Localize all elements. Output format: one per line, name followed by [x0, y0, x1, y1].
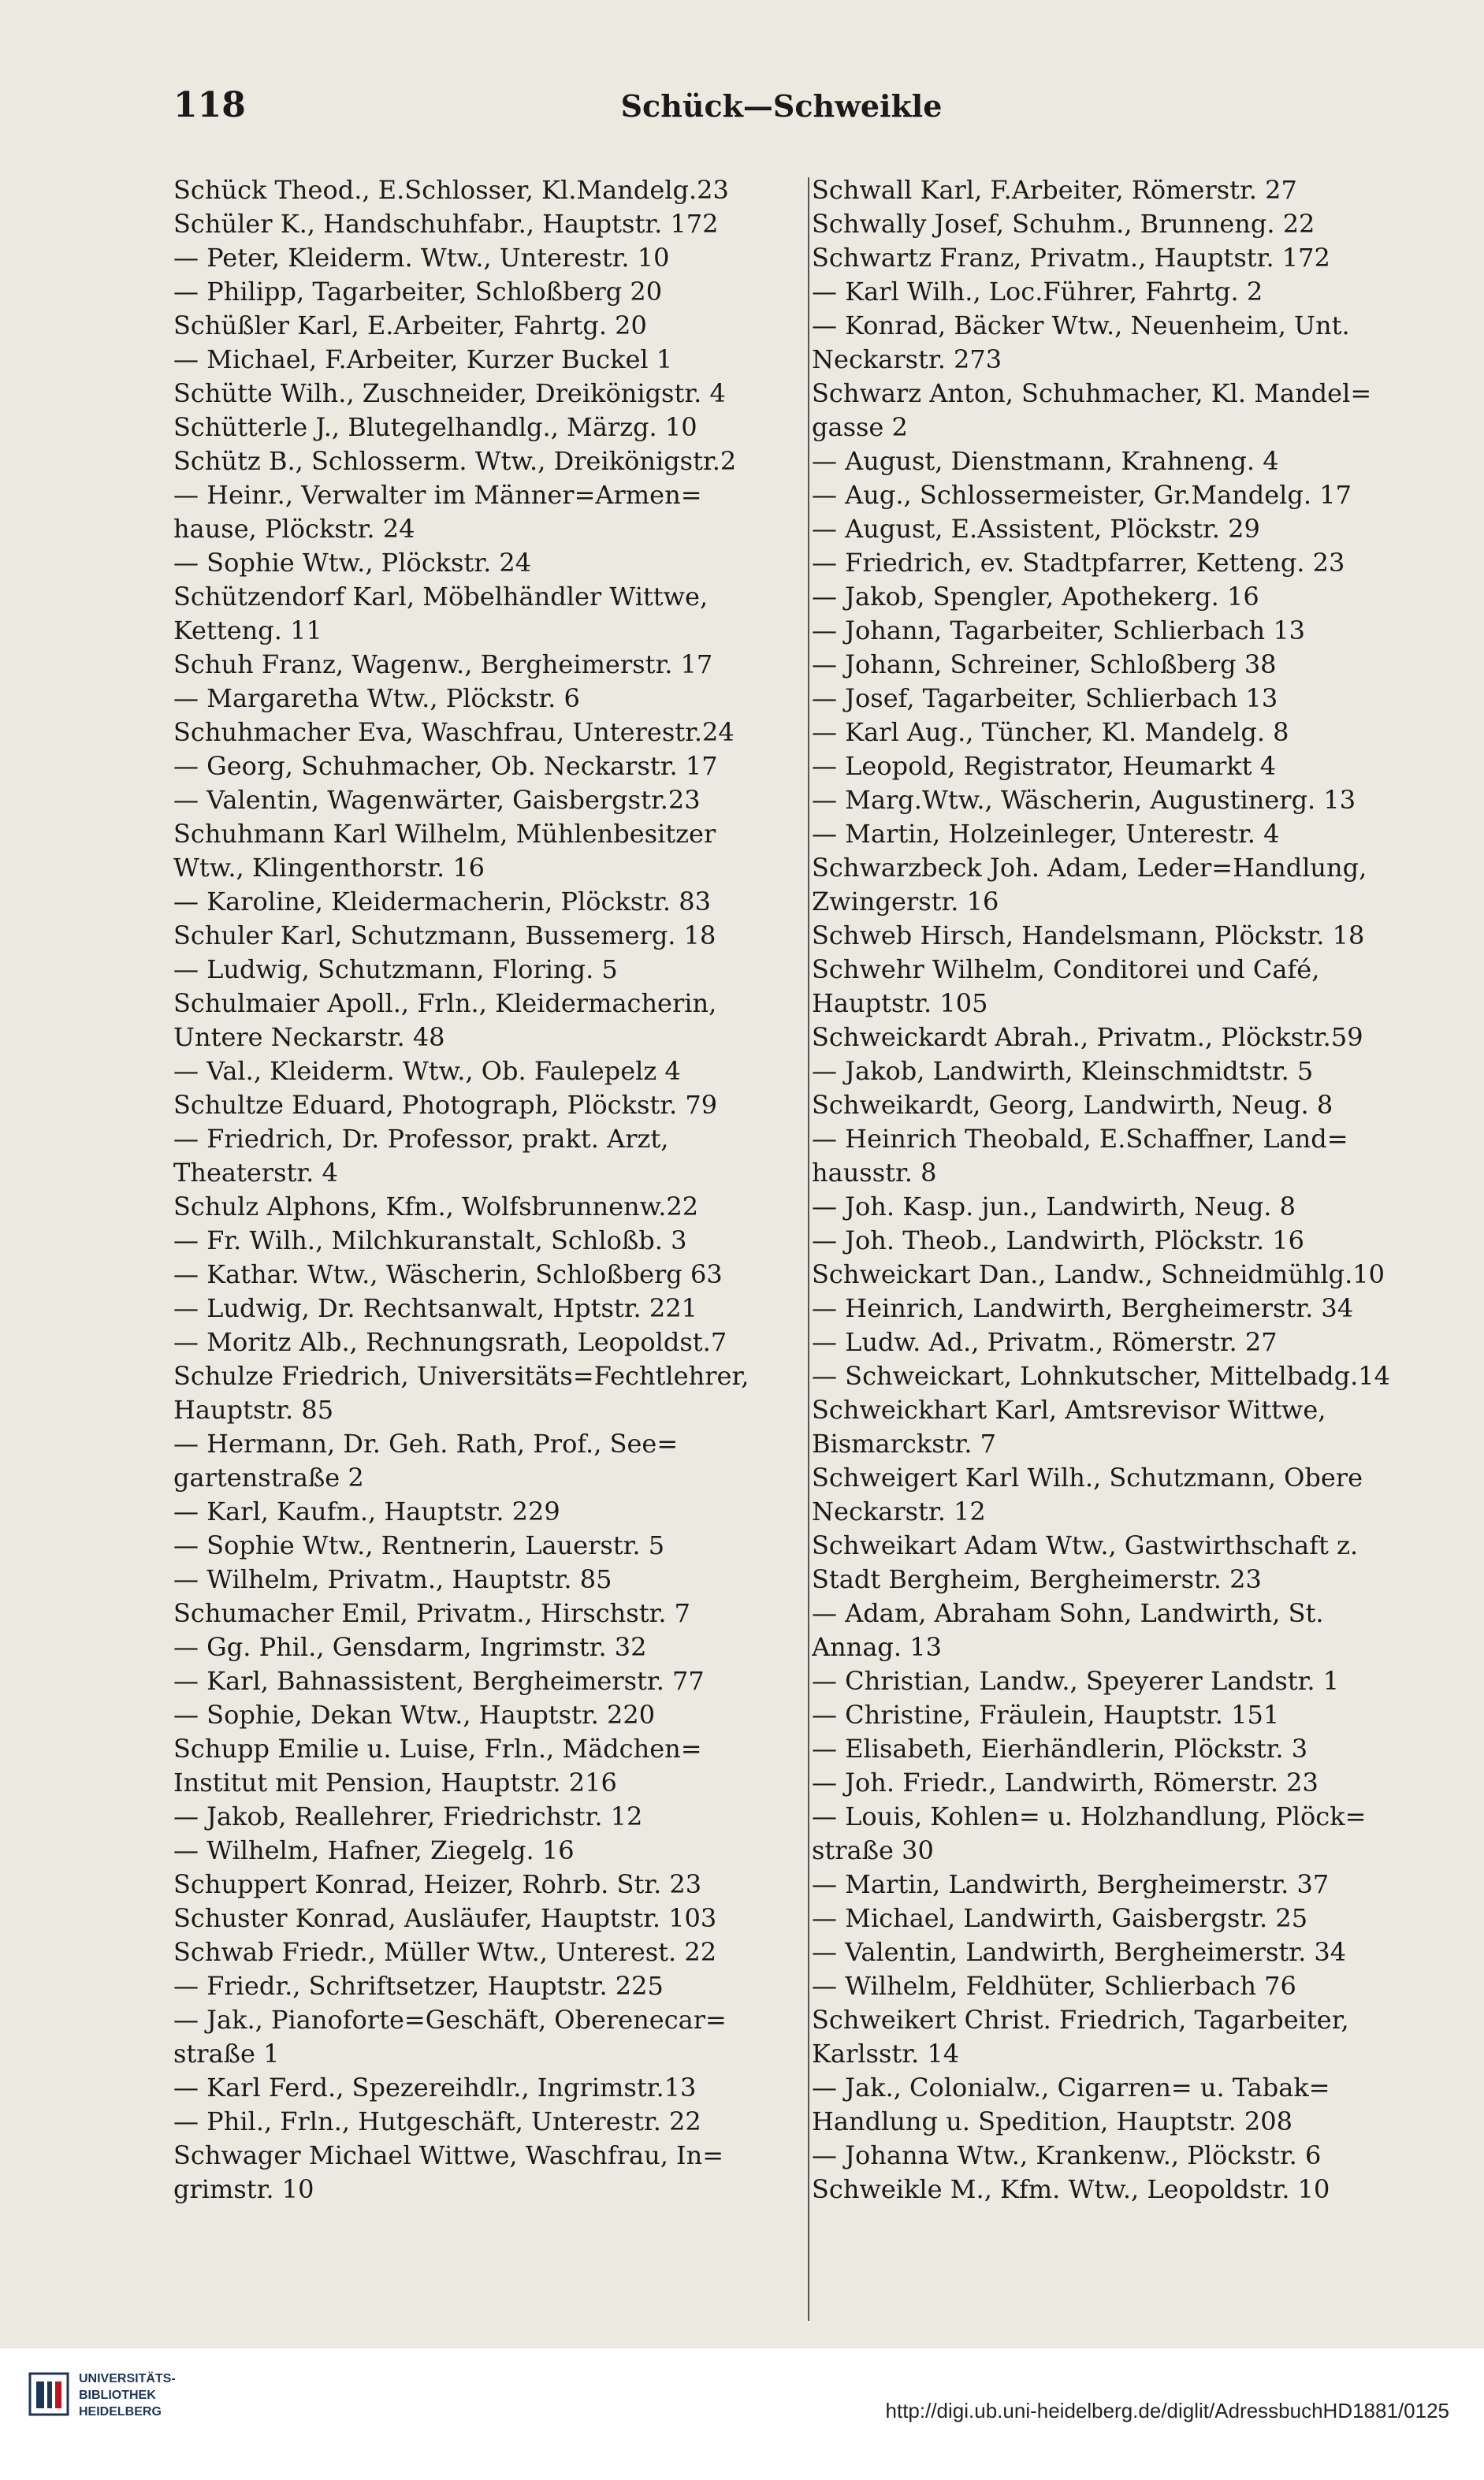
directory-entry: gasse 2 — [812, 412, 908, 442]
directory-entry: Schwall Karl, F.Arbeiter, Römerstr. 27 — [812, 175, 1297, 205]
column-divider — [808, 177, 809, 2321]
directory-entry: — Schweickart, Lohnkutscher, Mittelbadg.14 — [812, 1361, 1390, 1391]
directory-entry: straße 30 — [812, 1835, 934, 1865]
directory-entry: — August, E.Assistent, Plöckstr. 29 — [812, 514, 1260, 544]
directory-entry: — Jakob, Spengler, Apothekerg. 16 — [812, 582, 1259, 612]
directory-entry: — Valentin, Wagenwärter, Gaisbergstr.23 — [173, 785, 701, 815]
directory-entry: — Peter, Kleiderm. Wtw., Unterestr. 10 — [173, 243, 670, 273]
directory-entry: — Heinr., Verwalter im Männer=Armen= — [173, 480, 702, 510]
directory-entry: — Michael, F.Arbeiter, Kurzer Buckel 1 — [173, 344, 673, 374]
directory-entry: straße 1 — [173, 2039, 280, 2069]
directory-entry: — Hermann, Dr. Geh. Rath, Prof., See= — [173, 1429, 679, 1459]
directory-entry: — Phil., Frln., Hutgeschäft, Unterestr. 22 — [173, 2106, 701, 2136]
directory-entry: Schweickart Dan., Landw., Schneidmühlg.10 — [812, 1259, 1385, 1289]
directory-entry: Schumacher Emil, Privatm., Hirschstr. 7 — [173, 1598, 691, 1628]
directory-entry: — Jakob, Reallehrer, Friedrichstr. 12 — [173, 1801, 643, 1831]
directory-entry: — Martin, Holzeinleger, Unterestr. 4 — [812, 819, 1280, 849]
directory-entry: Ketteng. 11 — [173, 615, 322, 645]
directory-entry: Stadt Bergheim, Bergheimerstr. 23 — [812, 1564, 1262, 1594]
directory-entry: Schütterle J., Blutegelhandlg., Märzg. 10 — [173, 412, 697, 442]
directory-entry: Schulmaier Apoll., Frln., Kleidermacherin, — [173, 988, 717, 1018]
directory-entry: — Wilhelm, Privatm., Hauptstr. 85 — [173, 1564, 612, 1594]
directory-entry: — Adam, Abraham Sohn, Landwirth, St. — [812, 1598, 1324, 1628]
directory-entry: — August, Dienstmann, Krahneng. 4 — [812, 446, 1279, 476]
directory-entry: Schwarz Anton, Schuhmacher, Kl. Mandel= — [812, 378, 1372, 408]
directory-entry: Zwingerstr. 16 — [812, 887, 999, 917]
directory-entry: Schütz B., Schlosserm. Wtw., Dreikönigstr.2 — [173, 446, 737, 476]
directory-entry: — Joh. Kasp. jun., Landwirth, Neug. 8 — [812, 1192, 1296, 1221]
directory-entry: Schweikert Christ. Friedrich, Tagarbeiter, — [812, 2005, 1349, 2035]
directory-entry: Schuhmacher Eva, Waschfrau, Unterestr.24 — [173, 717, 735, 747]
directory-entry: — Karl Wilh., Loc.Führer, Fahrtg. 2 — [812, 277, 1263, 307]
directory-entry: hause, Plöckstr. 24 — [173, 514, 415, 544]
directory-entry: Schweikle M., Kfm. Wtw., Leopoldstr. 10 — [812, 2174, 1330, 2204]
footer — [0, 2348, 1484, 2480]
page-number: 118 — [173, 85, 246, 125]
directory-entry: — Val., Kleiderm. Wtw., Ob. Faulepelz 4 — [173, 1056, 681, 1086]
library-logo-icon — [28, 2372, 69, 2416]
directory-entry: — Friedrich, ev. Stadtpfarrer, Ketteng. 23 — [812, 548, 1345, 578]
directory-entry: Neckarstr. 273 — [812, 344, 1002, 374]
directory-entry: — Michael, Landwirth, Gaisbergstr. 25 — [812, 1903, 1308, 1933]
directory-entry: Schweigert Karl Wilh., Schutzmann, Obere — [812, 1463, 1363, 1493]
directory-entry: — Karl Aug., Tüncher, Kl. Mandelg. 8 — [812, 717, 1289, 747]
directory-entry: Schuhmann Karl Wilhelm, Mühlenbesitzer — [173, 819, 716, 849]
running-title: Schück—Schweikle — [620, 88, 943, 124]
directory-entry: — Konrad, Bäcker Wtw., Neuenheim, Unt. — [812, 310, 1350, 340]
directory-entry: — Martin, Landwirth, Bergheimerstr. 37 — [812, 1869, 1330, 1899]
directory-entry: Schuppert Konrad, Heizer, Rohrb. Str. 23 — [173, 1869, 702, 1899]
directory-entry: — Moritz Alb., Rechnungsrath, Leopoldst.7 — [173, 1327, 727, 1357]
directory-entry: Wtw., Klingenthorstr. 16 — [173, 853, 485, 883]
directory-entry: Handlung u. Spedition, Hauptstr. 208 — [812, 2106, 1292, 2136]
directory-entry: Schweikardt, Georg, Landwirth, Neug. 8 — [812, 1090, 1333, 1120]
directory-entry: Schweickhart Karl, Amtsrevisor Wittwe, — [812, 1395, 1326, 1425]
directory-entry: Schulze Friedrich, Universitäts=Fechtlehrer, — [173, 1361, 749, 1391]
directory-entry: — Karl, Bahnassistent, Bergheimerstr. 77 — [173, 1666, 705, 1696]
directory-entry: — Jak., Colonialw., Cigarren= u. Tabak= — [812, 2073, 1330, 2103]
library-name — [79, 2370, 176, 2420]
directory-entry: — Ludwig, Dr. Rechtsanwalt, Hptstr. 221 — [173, 1293, 697, 1323]
directory-entry: Schwab Friedr., Müller Wtw., Unterest. 22 — [173, 1937, 717, 1967]
directory-entry: — Sophie Wtw., Rentnerin, Lauerstr. 5 — [173, 1530, 665, 1560]
directory-entry: — Jak., Pianoforte=Geschäft, Oberenecar= — [173, 2005, 727, 2035]
directory-entry: — Josef, Tagarbeiter, Schlierbach 13 — [812, 683, 1278, 713]
directory-entry: Schweikart Adam Wtw., Gastwirthschaft z. — [812, 1530, 1359, 1560]
library-name-line: BIBLIOTHEK — [79, 2389, 156, 2402]
directory-entry: — Johann, Tagarbeiter, Schlierbach 13 — [812, 615, 1306, 645]
directory-entry: Schulz Alphons, Kfm., Wolfsbrunnenw.22 — [173, 1192, 699, 1221]
directory-entry: — Ludw. Ad., Privatm., Römerstr. 27 — [812, 1327, 1278, 1357]
directory-entry: gartenstraße 2 — [173, 1463, 364, 1493]
directory-entry: Schück Theod., E.Schlosser, Kl.Mandelg.23 — [173, 175, 729, 205]
directory-entry: Schuh Franz, Wagenw., Bergheimerstr. 17 — [173, 649, 713, 679]
directory-entry: — Johann, Schreiner, Schloßberg 38 — [812, 649, 1277, 679]
directory-entry: — Louis, Kohlen= u. Holzhandlung, Plöck= — [812, 1801, 1367, 1831]
directory-entry: Schüler K., Handschuhfabr., Hauptstr. 172 — [173, 209, 719, 239]
directory-entry: Schwartz Franz, Privatm., Hauptstr. 172 — [812, 243, 1330, 273]
directory-entry: Bismarckstr. 7 — [812, 1429, 996, 1459]
directory-entry: Schuler Karl, Schutzmann, Bussemerg. 18 — [173, 920, 716, 950]
directory-entry: — Wilhelm, Hafner, Ziegelg. 16 — [173, 1835, 575, 1865]
directory-entry: — Karoline, Kleidermacherin, Plöckstr. 83 — [173, 887, 711, 917]
directory-entry: Schwehr Wilhelm, Conditorei und Café, — [812, 954, 1320, 984]
directory-entry: — Johanna Wtw., Krankenw., Plöckstr. 6 — [812, 2140, 1322, 2170]
directory-entry: — Heinrich, Landwirth, Bergheimerstr. 34 — [812, 1293, 1354, 1323]
directory-entry: — Kathar. Wtw., Wäscherin, Schloßberg 63 — [173, 1259, 723, 1289]
directory-entry: — Karl, Kaufm., Hauptstr. 229 — [173, 1497, 560, 1526]
directory-entry: — Gg. Phil., Gensdarm, Ingrimstr. 32 — [173, 1632, 647, 1662]
library-name-line: UNIVERSITÄTS- — [79, 2372, 176, 2385]
directory-entry: Karlsstr. 14 — [812, 2039, 960, 2069]
directory-entry: — Heinrich Theobald, E.Schaffner, Land= — [812, 1124, 1348, 1154]
directory-entry: Untere Neckarstr. 48 — [173, 1022, 445, 1052]
page-header — [173, 85, 1389, 132]
directory-entry: Schütte Wilh., Zuschneider, Dreikönigstr. 4 — [173, 378, 726, 408]
directory-entry: — Ludwig, Schutzmann, Floring. 5 — [173, 954, 618, 984]
directory-entry: — Philipp, Tagarbeiter, Schloßberg 20 — [173, 277, 663, 307]
directory-entry: grimstr. 10 — [173, 2174, 314, 2204]
directory-entry: hausstr. 8 — [812, 1158, 937, 1188]
directory-entry: — Friedrich, Dr. Professor, prakt. Arzt, — [173, 1124, 669, 1154]
directory-entry: — Sophie Wtw., Plöckstr. 24 — [173, 548, 532, 578]
directory-entry: Schützendorf Karl, Möbelhändler Wittwe, — [173, 582, 709, 612]
directory-entry: Theaterstr. 4 — [173, 1158, 338, 1188]
directory-entry: Schwally Josef, Schuhm., Brunneng. 22 — [812, 209, 1315, 239]
directory-entry: — Aug., Schlossermeister, Gr.Mandelg. 17 — [812, 480, 1352, 510]
directory-entry: — Fr. Wilh., Milchkuranstalt, Schloßb. 3 — [173, 1225, 687, 1255]
directory-entry: Schuster Konrad, Ausläufer, Hauptstr. 103 — [173, 1903, 717, 1933]
directory-entry: — Christine, Fräulein, Hauptstr. 151 — [812, 1700, 1280, 1730]
directory-entry: — Karl Ferd., Spezereihdlr., Ingrimstr.13 — [173, 2073, 697, 2103]
directory-entry: Schweb Hirsch, Handelsmann, Plöckstr. 18 — [812, 920, 1365, 950]
right-column — [812, 173, 1442, 2207]
directory-entry: Schwager Michael Wittwe, Waschfrau, In= — [173, 2140, 724, 2170]
directory-entry: Schultze Eduard, Photograph, Plöckstr. 79 — [173, 1090, 718, 1120]
directory-entry: — Christian, Landw., Speyerer Landstr. 1 — [812, 1666, 1340, 1696]
source-url[interactable]: http://digi.ub.uni-heidelberg.de/diglit/AdressbuchHD1881/0125 — [885, 2399, 1449, 2422]
directory-entry: — Sophie, Dekan Wtw., Hauptstr. 220 — [173, 1700, 656, 1730]
directory-entry: — Jakob, Landwirth, Kleinschmidtstr. 5 — [812, 1056, 1314, 1086]
directory-entry: Schwarzbeck Joh. Adam, Leder=Handlung, — [812, 853, 1367, 883]
directory-entry: — Joh. Theob., Landwirth, Plöckstr. 16 — [812, 1225, 1304, 1255]
directory-entry: Schupp Emilie u. Luise, Frln., Mädchen= — [173, 1734, 702, 1764]
directory-entry: Schweickardt Abrah., Privatm., Plöckstr.59 — [812, 1022, 1363, 1052]
directory-entry: — Friedr., Schriftsetzer, Hauptstr. 225 — [173, 1971, 664, 2001]
directory-entry: — Elisabeth, Eierhändlerin, Plöckstr. 3 — [812, 1734, 1308, 1764]
directory-entry: Hauptstr. 85 — [173, 1395, 334, 1425]
directory-entry: — Joh. Friedr., Landwirth, Römerstr. 23 — [812, 1768, 1318, 1798]
directory-entry: — Marg.Wtw., Wäscherin, Augustinerg. 13 — [812, 785, 1356, 815]
directory-entry: Institut mit Pension, Hauptstr. 216 — [173, 1768, 617, 1798]
library-name-line: HEIDELBERG — [79, 2405, 162, 2419]
directory-entry: — Wilhelm, Feldhüter, Schlierbach 76 — [812, 1971, 1296, 2001]
directory-entry: Neckarstr. 12 — [812, 1497, 986, 1526]
directory-entry: — Margaretha Wtw., Plöckstr. 6 — [173, 683, 580, 713]
directory-entry: Schüßler Karl, E.Arbeiter, Fahrtg. 20 — [173, 310, 647, 340]
directory-entry: Hauptstr. 105 — [812, 988, 988, 1018]
directory-entry: — Leopold, Registrator, Heumarkt 4 — [812, 751, 1277, 781]
left-column — [173, 173, 804, 2207]
directory-entry: — Georg, Schuhmacher, Ob. Neckarstr. 17 — [173, 751, 718, 781]
directory-entry: Annag. 13 — [812, 1632, 942, 1662]
directory-entry: — Valentin, Landwirth, Bergheimerstr. 34 — [812, 1937, 1347, 1967]
